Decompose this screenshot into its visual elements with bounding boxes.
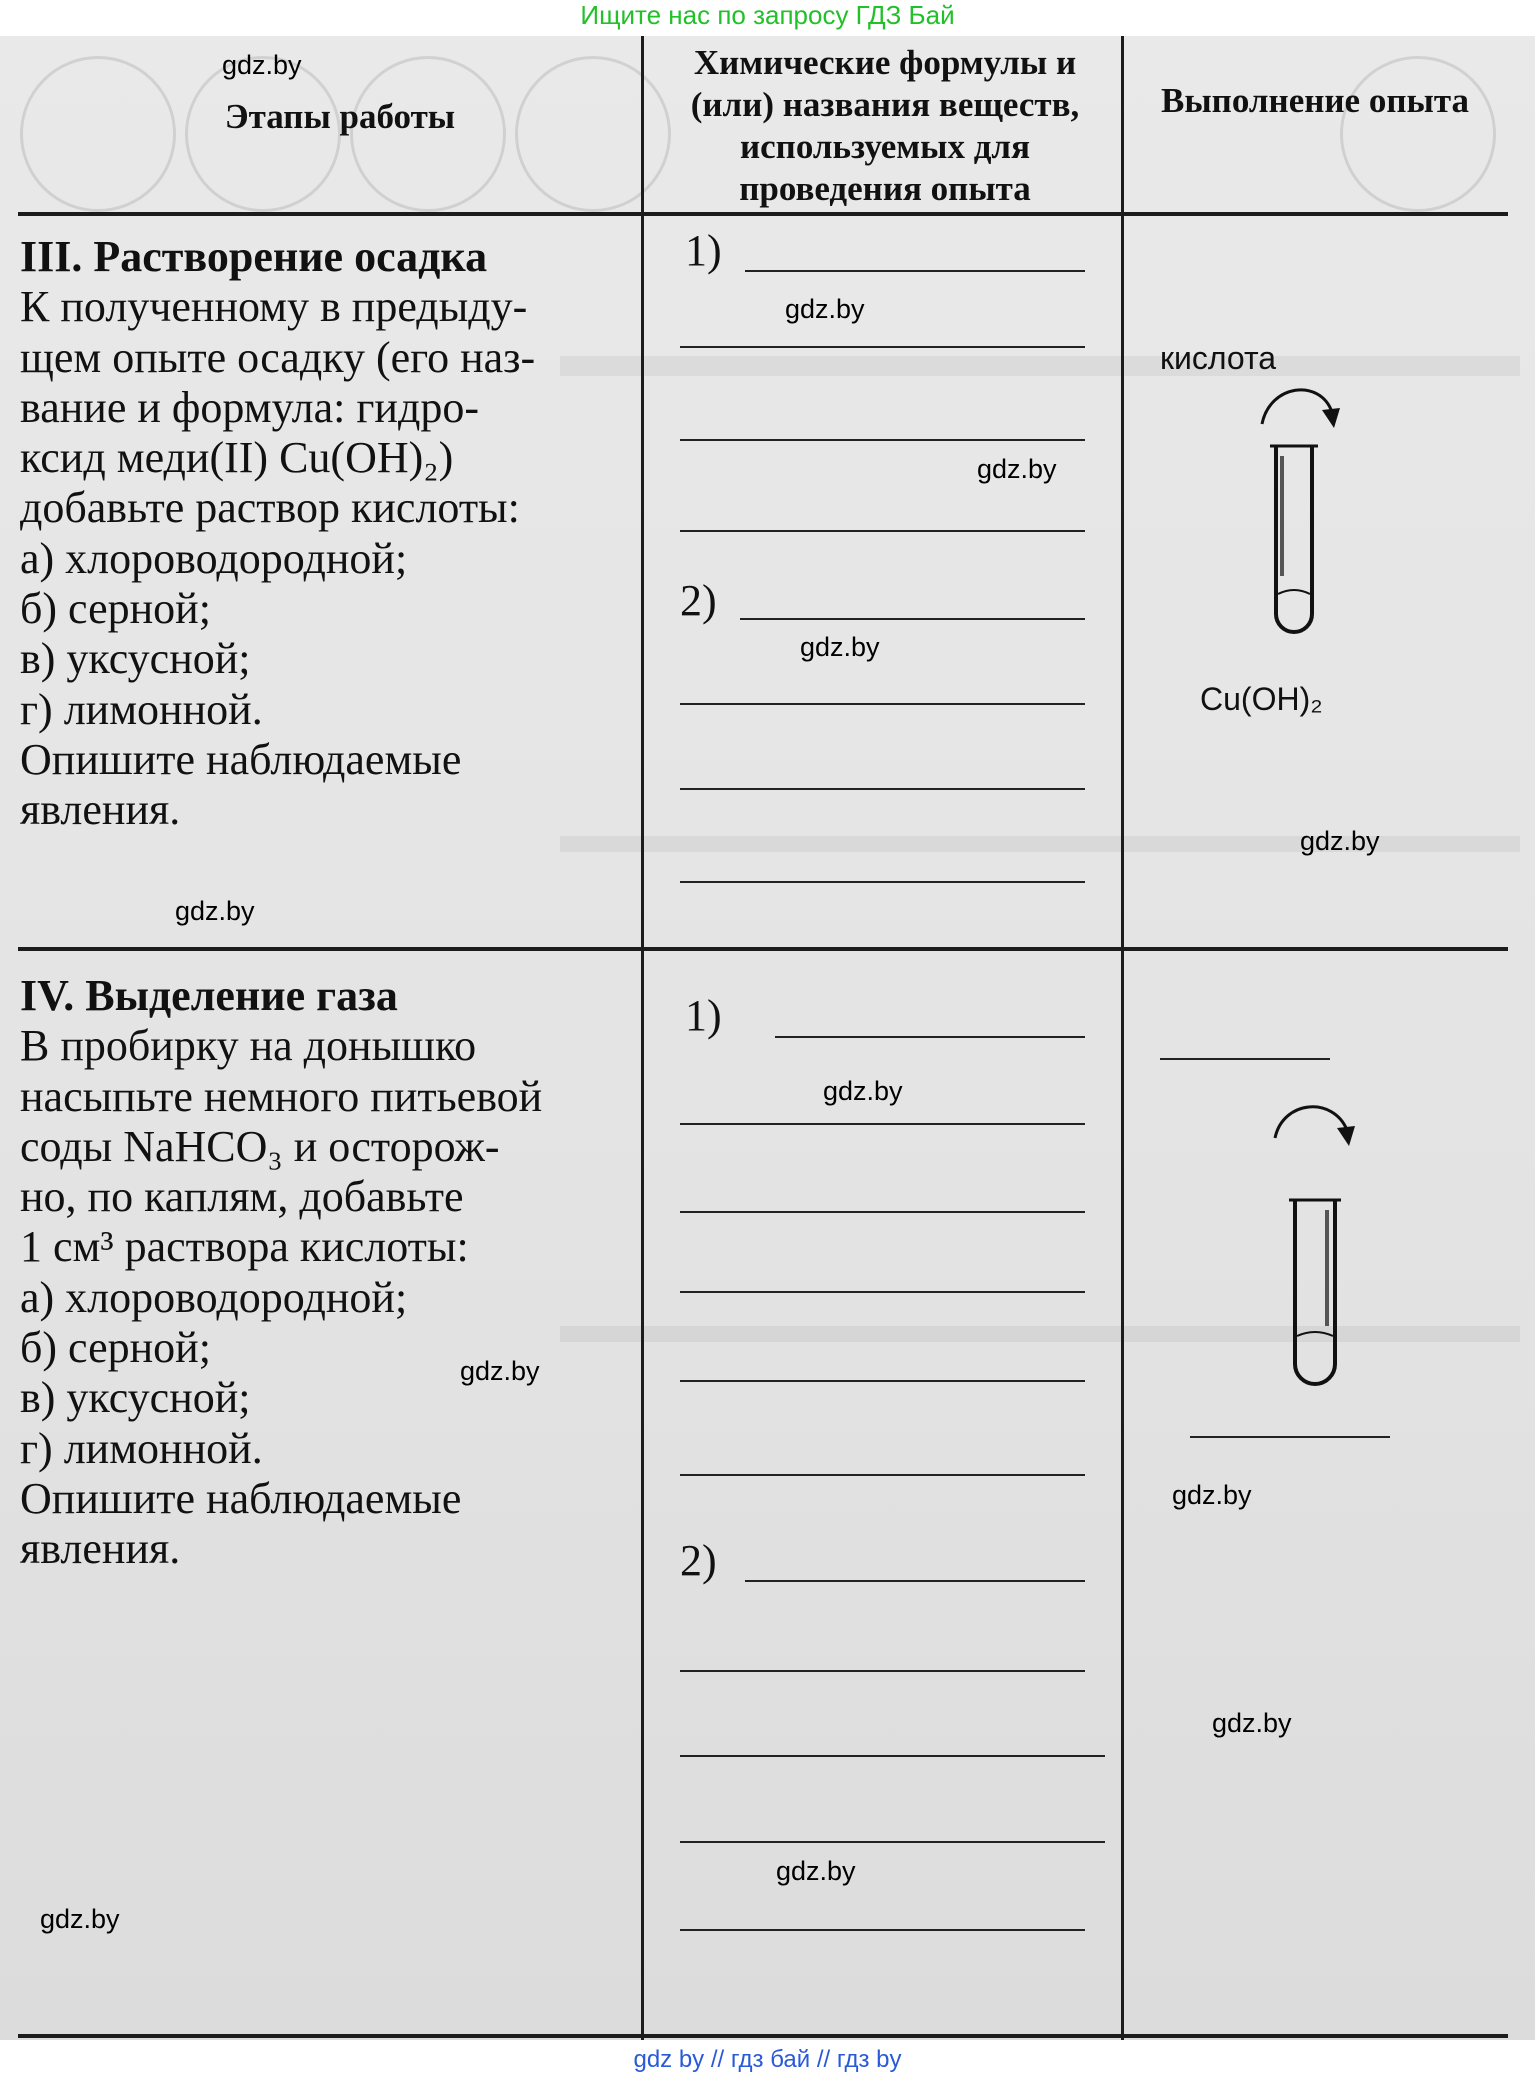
- answer-line[interactable]: [740, 618, 1085, 620]
- watermark: gdz.by: [460, 1356, 540, 1386]
- answer-line[interactable]: [680, 346, 1085, 348]
- section-4-line: в) уксусной;: [20, 1373, 251, 1423]
- section-4-line: соды NaHCO₃ и осторож-: [20, 1121, 500, 1171]
- test-tube-illustration-1: [1240, 376, 1360, 636]
- section-4-item-1: 1): [685, 991, 722, 1040]
- answer-line[interactable]: [680, 1380, 1085, 1382]
- answer-line[interactable]: [680, 1474, 1085, 1476]
- section-3-title: III. Растворение осадка: [20, 232, 488, 281]
- watermark: gdz.by: [40, 1904, 120, 1934]
- header-divider: [18, 212, 1508, 216]
- watermark: gdz.by: [222, 50, 302, 80]
- answer-line[interactable]: [680, 1123, 1085, 1125]
- bleed-circle: [515, 56, 671, 212]
- tube-label: Cu(OH)₂: [1200, 681, 1323, 717]
- header-stages: Этапы работы: [224, 97, 456, 136]
- section-3-stage: [20, 232, 535, 836]
- watermark: gdz.by: [785, 294, 865, 324]
- watermark: gdz.by: [175, 896, 255, 926]
- answer-line[interactable]: [680, 530, 1085, 532]
- answer-line[interactable]: [680, 1755, 1105, 1757]
- watermark: gdz.by: [1212, 1708, 1292, 1738]
- answer-line[interactable]: [680, 1291, 1085, 1293]
- header-formulas: Химические формулы и (или) названия веществ, используемых для проведения опыта: [690, 43, 1080, 208]
- section-3-line: добавьте раствор кислоты:: [20, 483, 520, 533]
- section-4-line: В пробирку на донышко: [20, 1021, 477, 1071]
- section-4-line: насыпьте немного питьевой: [20, 1071, 543, 1121]
- answer-line[interactable]: [680, 1211, 1085, 1213]
- section-3-line: щем опыте осадку (его наз-: [20, 332, 536, 382]
- watermark: gdz.by: [800, 632, 880, 662]
- answer-line[interactable]: [745, 270, 1085, 272]
- answer-line-execution[interactable]: [1160, 1058, 1330, 1060]
- section-4-line: г) лимонной.: [20, 1423, 263, 1473]
- watermark: gdz.by: [1172, 1480, 1252, 1510]
- watermark: gdz.by: [823, 1076, 903, 1106]
- section-4-line: Опишите наблюдаемые: [20, 1473, 462, 1523]
- page-bottom-rule: [18, 2034, 1508, 2038]
- curved-arrow-icon: [1262, 390, 1332, 424]
- arrow-head-icon: [1322, 408, 1340, 428]
- watermark: gdz.by: [1300, 826, 1380, 856]
- watermark: gdz.by: [977, 454, 1057, 484]
- section-4-line: явления.: [20, 1524, 181, 1574]
- arrow-head-icon: [1337, 1126, 1355, 1146]
- reagent-label: кислота: [1160, 340, 1277, 376]
- bleed-circle: [20, 56, 176, 212]
- section-3-line: б) серной;: [20, 584, 211, 634]
- answer-line[interactable]: [775, 1036, 1085, 1038]
- section-3-line: г) лимонной.: [20, 684, 263, 734]
- section-3-line: Опишите наблюдаемые: [20, 734, 462, 784]
- section-3-line: а) хлороводородной;: [20, 533, 408, 583]
- column-divider-2: [1121, 36, 1124, 2040]
- section-4-item-2: 2): [680, 1536, 717, 1585]
- section-3-item-2: 2): [680, 576, 717, 625]
- section-divider: [18, 947, 1508, 951]
- column-divider-1: [641, 36, 644, 2040]
- answer-line[interactable]: [680, 1670, 1085, 1672]
- section-4-line: б) серной;: [20, 1323, 211, 1373]
- section-4-stage: [20, 971, 542, 1575]
- section-3-line: ксид меди(II) Cu(OH)₂): [20, 433, 454, 483]
- answer-line[interactable]: [680, 1841, 1105, 1843]
- section-3-item-1: 1): [685, 226, 722, 275]
- section-4-line: а) хлороводородной;: [20, 1272, 408, 1322]
- answer-line[interactable]: [680, 1929, 1085, 1931]
- answer-line[interactable]: [680, 703, 1085, 705]
- answer-line[interactable]: [680, 788, 1085, 790]
- answer-line[interactable]: [745, 1580, 1085, 1582]
- bleed-band: [560, 1326, 1520, 1342]
- answer-line-execution[interactable]: [1190, 1436, 1390, 1438]
- section-3-line: К полученному в предыду-: [20, 282, 528, 332]
- section-3-line: вание и формула: гидро-: [20, 382, 479, 432]
- top-banner[interactable]: Ищите нас по запросу ГДЗ Бай: [0, 0, 1535, 36]
- watermark: gdz.by: [776, 1856, 856, 1886]
- answer-line[interactable]: [680, 881, 1085, 883]
- header-execution: Выполнение опыта: [1161, 81, 1469, 120]
- bleed-band: [560, 356, 1520, 376]
- section-3-line: в) уксусной;: [20, 634, 251, 684]
- section-4-title: IV. Выделение газа: [20, 971, 398, 1020]
- curved-arrow-icon: [1275, 1107, 1347, 1138]
- test-tube-illustration-2: [1255, 1096, 1375, 1396]
- section-4-line: но, по каплям, добавьте: [20, 1172, 464, 1222]
- section-3-line: явления.: [20, 785, 181, 835]
- answer-line[interactable]: [680, 439, 1085, 441]
- workbook-page: [0, 36, 1535, 2040]
- bottom-banner[interactable]: gdz by // гдз бай // гдз by: [0, 2040, 1535, 2079]
- section-4-line: 1 см³ раствора кислоты:: [20, 1222, 469, 1272]
